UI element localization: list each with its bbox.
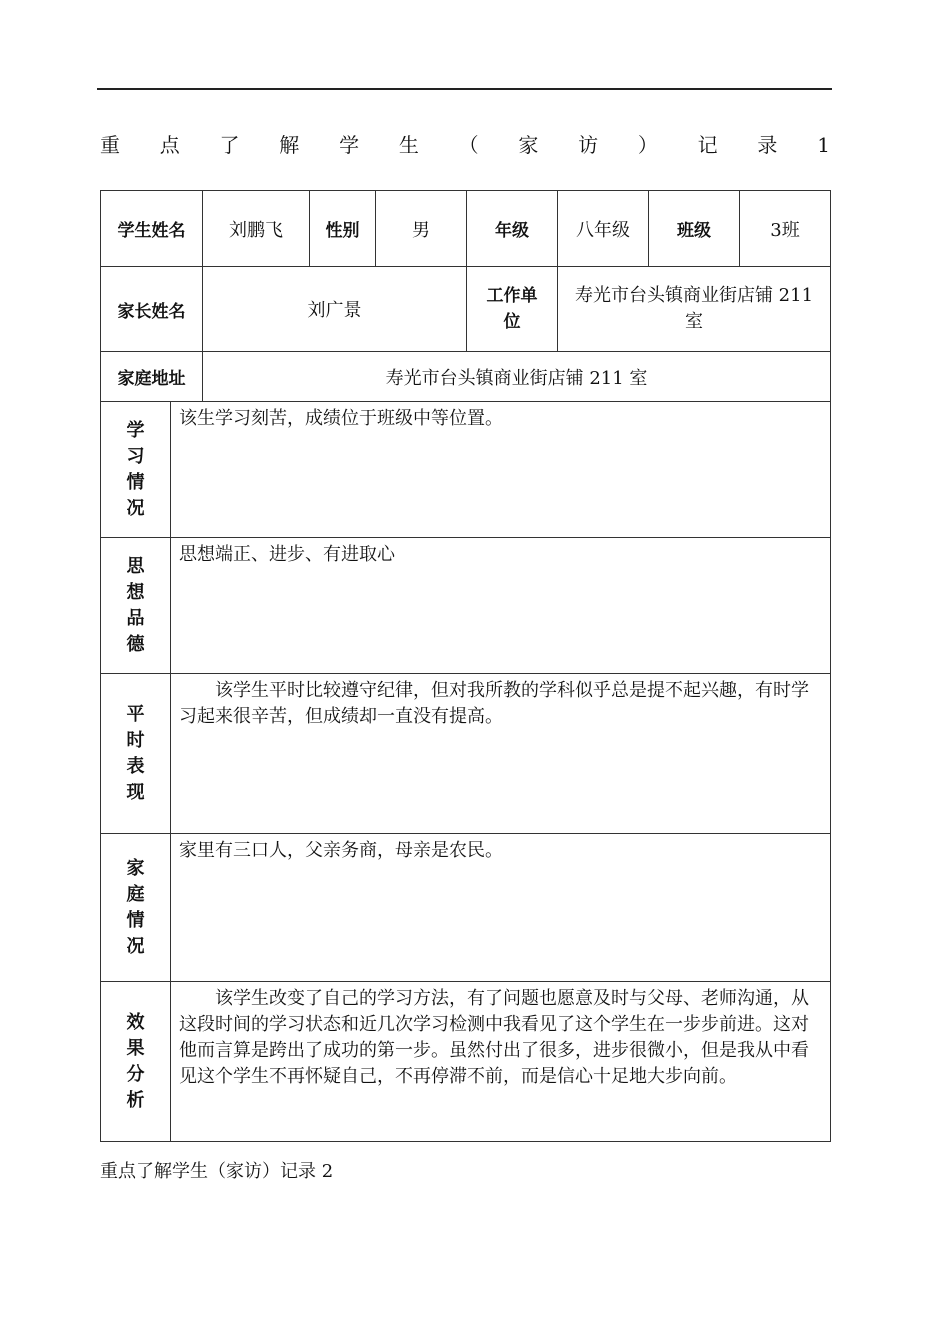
effect-text: 该学生改变了自己的学习方法，有了问题也愿意及时与父母、老师沟通，从这段时间的学习状态和近几次学习检测中我看见了这个学生在一步步前进。这对他而言算是跨出了成功的第一步。虽然付出了很多，进步很微小，但是我从中看见这个学生不再怀疑自己，不再停滞不前，而是信心十足地大步向前。 xyxy=(171,982,831,1142)
study-label-cell xyxy=(101,402,171,538)
gender-label: 性别 xyxy=(310,191,376,267)
section-daily xyxy=(101,674,831,834)
study-label: 学习情况 xyxy=(126,419,145,519)
next-record-heading: 重点了解学生（家访）记录 2 xyxy=(100,1161,334,1182)
work-unit-value: 寿光市台头镇商业街店铺 211 室 xyxy=(558,267,831,352)
effect-label-cell xyxy=(101,982,171,1142)
title-char: 生 xyxy=(398,133,419,157)
class-value: 3班 xyxy=(740,191,831,267)
effect-label: 效果分析 xyxy=(126,1011,145,1111)
student-name-value: 刘鹏飞 xyxy=(203,191,310,267)
morality-label-cell xyxy=(101,538,171,674)
address-label: 家庭地址 xyxy=(101,352,203,402)
family-label: 家庭情况 xyxy=(126,857,145,957)
family-label-cell xyxy=(101,834,171,982)
grade-value: 八年级 xyxy=(558,191,649,267)
section-family xyxy=(101,834,831,982)
title-char: 访 xyxy=(578,133,599,157)
daily-label-cell xyxy=(101,674,171,834)
class-label: 班级 xyxy=(649,191,740,267)
title-char: 学 xyxy=(339,133,360,157)
study-text: 该生学习刻苦，成绩位于班级中等位置。 xyxy=(171,402,831,538)
title-char: 了 xyxy=(219,133,240,157)
title-char: 家 xyxy=(518,133,539,157)
title-char: （ xyxy=(458,133,479,157)
top-rule xyxy=(97,88,832,90)
title-char: 记 xyxy=(697,133,718,157)
morality-text: 思想端正、进步、有进取心 xyxy=(171,538,831,674)
title-char: ） xyxy=(637,133,658,157)
morality-label: 思想品德 xyxy=(126,555,145,655)
gender-value: 男 xyxy=(376,191,467,267)
work-unit-label-cell xyxy=(467,267,558,352)
title-char: 点 xyxy=(159,133,180,157)
grade-label: 年级 xyxy=(467,191,558,267)
title-char: 重 xyxy=(100,133,120,157)
title-char: 解 xyxy=(279,133,300,157)
parent-name-value: 刘广景 xyxy=(203,267,467,352)
info-row-student xyxy=(101,191,831,267)
parent-name-label: 家长姓名 xyxy=(101,267,203,352)
work-unit-label: 工作单位 xyxy=(486,286,538,332)
page-title xyxy=(100,132,830,158)
section-morality xyxy=(101,538,831,674)
title-number: 1 xyxy=(817,133,830,157)
daily-text: 该学生平时比较遵守纪律，但对我所教的学科似乎总是提不起兴趣，有时学习起来很辛苦，但成绩却一直没有提高。 xyxy=(171,674,831,834)
family-text: 家里有三口人，父亲务商，母亲是农民。 xyxy=(171,834,831,982)
address-value: 寿光市台头镇商业街店铺 211 室 xyxy=(203,352,831,402)
daily-label: 平时表现 xyxy=(126,703,145,803)
section-study xyxy=(101,402,831,538)
home-visit-record-table xyxy=(100,190,831,1142)
student-name-label: 学生姓名 xyxy=(101,191,203,267)
info-row-address xyxy=(101,352,831,402)
section-effect xyxy=(101,982,831,1142)
title-char: 录 xyxy=(757,133,778,157)
info-row-parent xyxy=(101,267,831,352)
